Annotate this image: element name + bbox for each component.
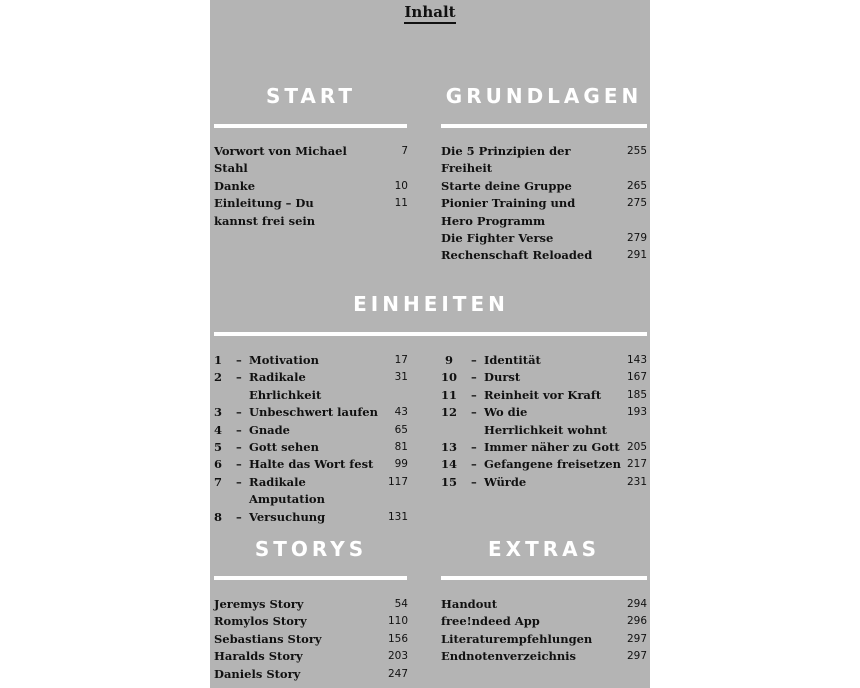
toc-entry[interactable] [214, 648, 408, 665]
entry-page: 17 [394, 354, 408, 366]
entry-label: Identität [484, 353, 541, 367]
entry-label: Vorwort von Michael Stahl [214, 144, 347, 176]
entry-label: Einleitung – Du kannst frei sein [214, 196, 316, 228]
entry-label: Pionier Training und Hero Programm [441, 196, 576, 228]
section-rule-storys [214, 576, 407, 580]
entry-page: 296 [626, 615, 647, 628]
page-title-text: Inhalt [404, 3, 455, 24]
toc-entry[interactable] [441, 631, 647, 648]
section-einheiten-left-list [214, 352, 408, 526]
entry-dash: – [236, 457, 242, 472]
toc-entry[interactable] [441, 404, 647, 439]
entry-label: Daniels Story [214, 666, 301, 681]
entry-label: Haralds Story [214, 649, 303, 664]
entry-page: 11 [394, 197, 408, 210]
toc-entry[interactable] [441, 648, 647, 665]
toc-entry[interactable] [441, 369, 647, 386]
section-einheiten-right-list [441, 352, 647, 491]
entry-number: 5 [214, 440, 223, 455]
toc-entry[interactable] [214, 596, 408, 613]
page-title [210, 3, 650, 21]
entry-label: Jeremys Story [214, 597, 304, 611]
entry-page: 231 [626, 475, 647, 488]
toc-entry[interactable] [441, 178, 647, 195]
entry-number: 15 [441, 474, 458, 489]
entry-label: Sebastians Story [214, 631, 322, 646]
toc-entry[interactable] [441, 352, 647, 369]
entry-page: 110 [387, 615, 408, 628]
toc-entry[interactable] [214, 613, 408, 630]
entry-number: 13 [441, 440, 458, 455]
entry-label: Rechenschaft Reloaded [441, 248, 593, 263]
toc-entry[interactable] [441, 474, 647, 491]
entry-number: 2 [214, 370, 223, 385]
toc-entry[interactable] [214, 474, 408, 509]
entry-number: 1 [214, 353, 223, 367]
entry-number: 9 [445, 353, 454, 367]
entry-label: Durst [484, 370, 521, 385]
entry-number: 4 [214, 422, 223, 437]
entry-page: 297 [626, 632, 647, 645]
toc-entry[interactable] [441, 439, 647, 456]
entry-page: 279 [626, 232, 647, 245]
toc-entry[interactable] [214, 666, 408, 683]
entry-page: 185 [626, 388, 647, 401]
entry-page: 65 [394, 423, 408, 436]
section-heading-grundlagen: GRUNDLAGEN [445, 84, 643, 108]
toc-entry[interactable] [214, 178, 408, 195]
entry-dash: – [471, 405, 477, 420]
section-grundlagen-list [441, 143, 647, 265]
entry-label: Reinheit vor Kraft [484, 387, 602, 402]
entry-label: Gefangene freisetzen [484, 457, 621, 472]
entry-number: 12 [441, 405, 458, 420]
entry-label: Unbeschwert laufen [249, 405, 378, 420]
entry-page: 43 [394, 406, 408, 419]
entry-page: 131 [387, 510, 408, 523]
entry-label: Die Fighter Verse [441, 231, 554, 246]
entry-page: 193 [626, 406, 647, 419]
section-rule-einheiten [214, 332, 647, 336]
entry-page: 291 [626, 249, 647, 262]
toc-entry[interactable] [441, 247, 647, 264]
entry-page: 203 [387, 650, 408, 663]
toc-entry[interactable] [214, 352, 408, 369]
toc-entry[interactable] [214, 509, 408, 526]
entry-number: 6 [214, 457, 223, 472]
section-rule-grundlagen [441, 124, 647, 128]
entry-dash: – [471, 353, 477, 367]
entry-page: 167 [626, 371, 647, 384]
toc-entry[interactable] [214, 631, 408, 648]
section-heading-einheiten: EINHEITEN [353, 292, 509, 316]
section-rule-extras [441, 576, 647, 580]
entry-label: Motivation [249, 353, 319, 367]
section-heading-extras: EXTRAS [487, 537, 600, 561]
entry-dash: – [471, 457, 477, 472]
entry-page: 7 [401, 145, 408, 157]
toc-entry[interactable] [441, 596, 647, 613]
entry-label: Starte deine Gruppe [441, 178, 572, 193]
entry-label: Danke [214, 178, 256, 193]
entry-number: 3 [214, 405, 223, 420]
entry-dash: – [236, 509, 242, 524]
toc-entry[interactable] [441, 387, 647, 404]
entry-page: 297 [626, 650, 647, 663]
entry-label: Gott sehen [249, 440, 319, 455]
entry-page: 247 [387, 667, 408, 680]
entry-page: 217 [626, 458, 647, 471]
entry-number: 11 [441, 387, 458, 402]
toc-entry[interactable] [214, 404, 408, 421]
entry-number: 7 [214, 474, 223, 489]
entry-label: Wo die Herrlichkeit wohnt [484, 405, 607, 437]
section-storys-list [214, 596, 408, 683]
entry-page: 205 [626, 441, 647, 454]
entry-label: Romylos Story [214, 614, 307, 629]
entry-dash: – [471, 440, 477, 455]
entry-number: 14 [441, 457, 458, 472]
entry-page: 143 [626, 354, 647, 366]
entry-page: 31 [394, 371, 408, 384]
entry-dash: – [236, 405, 242, 420]
entry-label: Immer näher zu Gott [484, 440, 620, 455]
entry-page: 265 [626, 179, 647, 192]
toc-entry[interactable] [214, 422, 408, 439]
section-heading-start: START [265, 84, 357, 108]
toc-entry[interactable] [214, 456, 408, 473]
entry-label: Die 5 Prinzipien der Freiheit [441, 144, 571, 176]
section-rule-start [214, 124, 407, 128]
entry-label: Handout [441, 597, 498, 611]
entry-label: Radikale Ehrlichkeit [249, 370, 322, 402]
toc-entry[interactable] [214, 143, 408, 178]
entry-dash: – [236, 370, 242, 385]
entry-label: Versuchung [249, 509, 326, 524]
entry-dash: – [236, 353, 242, 367]
entry-page: 10 [394, 179, 408, 192]
entry-dash: – [471, 474, 477, 489]
toc-entry[interactable] [214, 195, 408, 230]
entry-label: Gnade [249, 422, 290, 437]
section-extras-list [441, 596, 647, 666]
entry-label: Endnotenverzeichnis [441, 649, 577, 664]
entry-page: 81 [394, 441, 408, 454]
toc-entry[interactable] [214, 439, 408, 456]
entry-number: 8 [214, 509, 223, 524]
entry-number: 10 [441, 370, 458, 385]
toc-entry[interactable] [441, 456, 647, 473]
toc-entry[interactable] [441, 143, 647, 178]
toc-entry[interactable] [441, 613, 647, 630]
entry-label: Literaturempfehlungen [441, 631, 593, 646]
toc-entry[interactable] [441, 195, 647, 230]
entry-label: Radikale Amputation [249, 474, 325, 507]
entry-page: 117 [387, 475, 408, 488]
toc-entry[interactable] [214, 369, 408, 404]
entry-label: free!ndeed App [441, 614, 540, 629]
entry-dash: – [236, 422, 242, 437]
entry-label: Halte das Wort fest [249, 457, 374, 472]
section-start-list [214, 143, 408, 230]
entry-page: 99 [394, 458, 408, 471]
entry-page: 255 [626, 145, 647, 157]
section-heading-storys: STORYS [254, 537, 368, 561]
entry-label: Würde [484, 474, 527, 489]
entry-dash: – [471, 370, 477, 385]
entry-dash: – [236, 440, 242, 455]
entry-page: 294 [626, 598, 647, 610]
entry-dash: – [236, 474, 242, 489]
entry-page: 54 [394, 598, 408, 610]
entry-page: 156 [387, 632, 408, 645]
entry-page: 275 [626, 197, 647, 210]
toc-entry[interactable] [441, 230, 647, 247]
entry-dash: – [471, 387, 477, 402]
toc-page [210, 0, 650, 688]
